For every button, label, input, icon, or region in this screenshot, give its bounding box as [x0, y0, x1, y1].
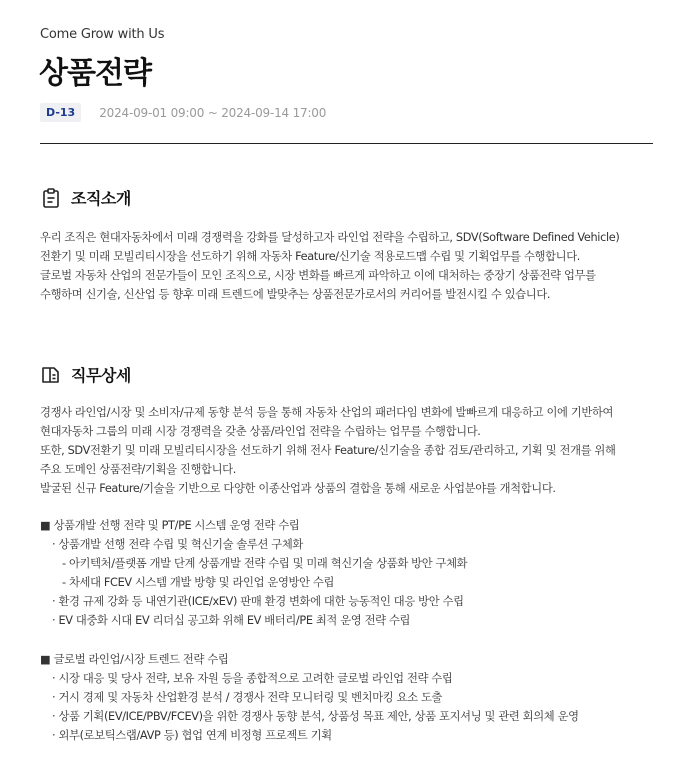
org-line: 글로벌 자동차 산업의 전문가들이 모인 조직으로, 시장 변화를 빠르게 파악하고 이에 대처하는 중장기 상품전략 업무를: [40, 269, 596, 282]
application-period: 2024-09-01 09:00 ~ 2024-09-14 17:00: [99, 105, 327, 120]
duty-item: · 상품개발 선행 전략 수립 및 혁신기술 솔루션 구체화: [52, 538, 303, 551]
duty-subitem: - 차세대 FCEV 시스템 개발 방향 및 라인업 운영방안 수립: [62, 576, 335, 589]
job-intro-line: 발굴된 신규 Feature/기술을 기반으로 다양한 이종산업과 상품의 결합을 통해 새로운 사업분야를 개척합니다.: [40, 482, 556, 495]
duty-item: · 시장 대응 및 당사 전략, 보유 자원 등을 종합적으로 고려한 글로벌 라인업 전략 수립: [52, 672, 453, 685]
duty-group-title: ■ 상품개발 선행 전략 및 PT/PE 시스템 운영 전략 수립: [40, 519, 300, 532]
clipboard-icon: [40, 187, 62, 209]
org-line: 우리 조직은 현대자동차에서 미래 경쟁력을 강화를 달성하고자 라인업 전략을 수립하고, SDV(Software Defined Vehicle): [40, 231, 620, 244]
job-section-title: 직무상세: [71, 366, 131, 385]
duty-group-2: [40, 650, 660, 745]
duty-item: · 외부(로보틱스랩/AVP 등) 협업 연계 비정형 프로젝트 기획: [52, 729, 332, 742]
page-title: 상품전략: [39, 56, 151, 91]
job-intro-line: 주요 도메인 상품전략/기획을 진행합니다.: [40, 463, 236, 476]
job-description: [40, 403, 660, 498]
duty-item: · EV 대중화 시대 EV 리더십 공고화 위해 EV 배터리/PE 최적 운영 전략 수립: [52, 614, 411, 627]
header-divider: [40, 143, 653, 144]
duty-group-title: ■ 글로벌 라인업/시장 트렌드 전략 수립: [40, 653, 229, 666]
eyebrow-text: Come Grow with Us: [40, 27, 165, 42]
dday-badge: D-13: [40, 103, 81, 122]
job-intro-line: 현대자동차 그룹의 미래 시장 경쟁력을 갖춘 상품/라인업 전략을 수립하는 업무를 수행합니다.: [40, 425, 481, 438]
org-description: [40, 228, 660, 304]
duty-item: · 상품 기획(EV/ICE/PBV/FCEV)을 위한 경쟁사 동향 분석, 상품성 목표 제안, 상품 포지셔닝 및 관련 회의체 운영: [52, 710, 579, 723]
posting-meta: [40, 103, 326, 122]
org-section-header: [40, 186, 131, 209]
job-section-header: [40, 363, 131, 386]
org-line: 수행하며 신기술, 신산업 등 향후 미래 트렌드에 발맞추는 상품전문가로서의 커리어를 발전시킬 수 있습니다.: [40, 288, 551, 301]
duty-subitem: - 아키텍처/플랫폼 개발 단계 상품개발 전략 수립 및 미래 혁신기술 상품화 방안 구체화: [62, 557, 468, 570]
duty-item: · 거시 경제 및 자동차 산업환경 분석 / 경쟁사 전략 모니터링 및 벤치마킹 요소 도출: [52, 691, 443, 704]
job-intro-line: 또한, SDV전환기 및 미래 모빌리티시장을 선도하기 위해 전사 Feature/신기술을 종합 검토/관리하고, 기획 및 전개를 위해: [40, 444, 616, 457]
duty-group-1: [40, 516, 660, 630]
job-intro-line: 경쟁사 라인업/시장 및 소비자/규제 동향 분석 등을 통해 자동차 산업의 패러다임 변화에 발빠르게 대응하고 이에 기반하여: [40, 406, 614, 419]
org-section-title: 조직소개: [71, 189, 131, 208]
document-icon: [40, 364, 62, 386]
org-line: 전환기 및 미래 모빌리티시장을 선도하기 위해 자동차 Feature/신기술 적용로드맵 수립 및 기획업무를 수행합니다.: [40, 250, 581, 263]
duty-item: · 환경 규제 강화 등 내연기관(ICE/xEV) 판매 환경 변화에 대한 능동적인 대응 방안 수립: [52, 595, 464, 608]
